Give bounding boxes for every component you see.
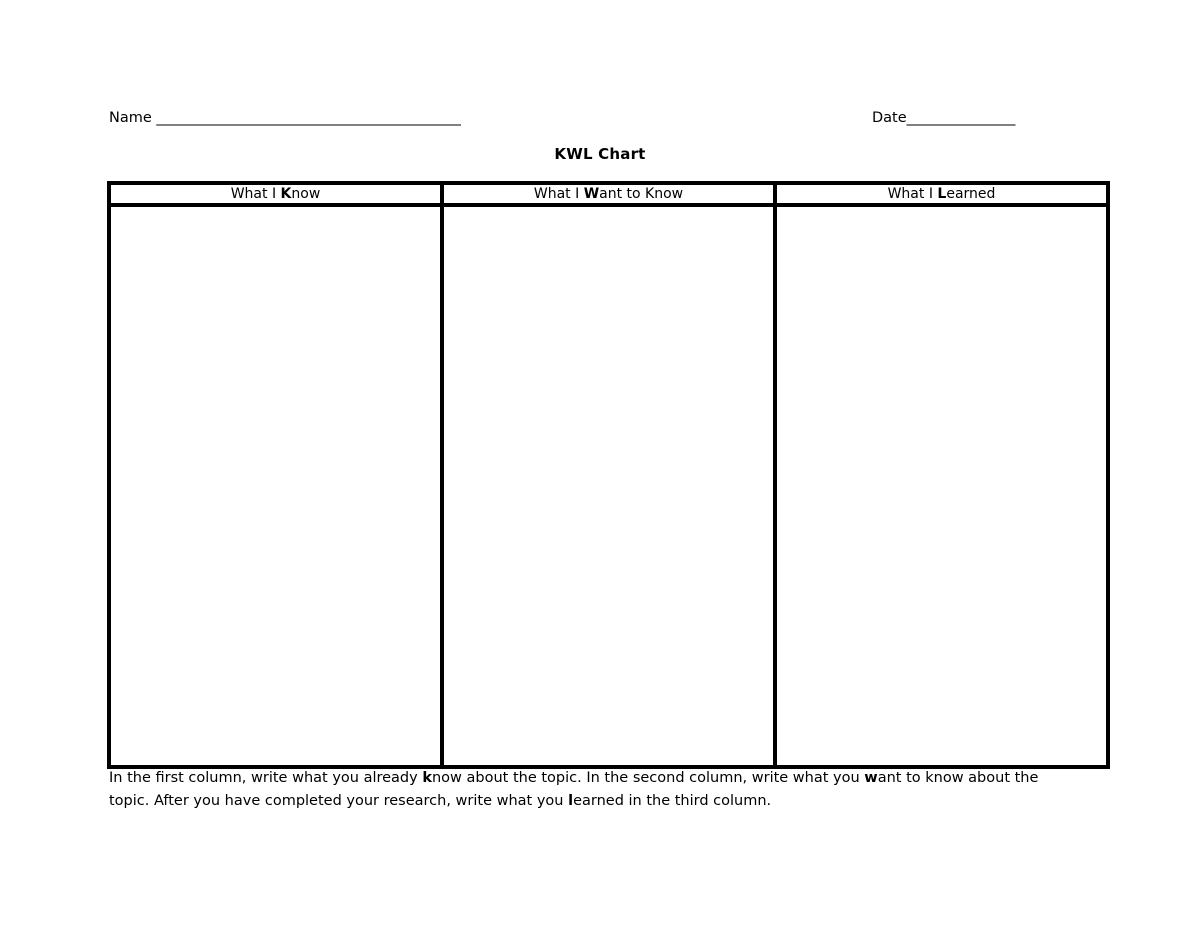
date-field[interactable] bbox=[872, 108, 1015, 128]
name-field[interactable] bbox=[109, 108, 461, 128]
column-header-learned: What I Learned bbox=[775, 183, 1108, 205]
know-cell[interactable] bbox=[109, 205, 442, 767]
name-label: Name bbox=[109, 110, 157, 126]
kwl-table bbox=[107, 181, 1110, 769]
column-header-want: What I Want to Know bbox=[442, 183, 775, 205]
emphasis-w: w bbox=[864, 770, 878, 786]
column-key-letter: L bbox=[937, 186, 947, 202]
instructions-text: In the first column, write what you already know about the topic. In the second column, write what you want to know about the topic. After you have completed your research, write what you learned in the third column. bbox=[109, 770, 1039, 809]
kwl-body-row bbox=[109, 205, 1108, 767]
name-line[interactable]: __________________________________________ bbox=[156, 110, 461, 126]
date-label: Date bbox=[872, 110, 907, 126]
column-header-know: What I Know bbox=[109, 183, 442, 205]
want-cell[interactable] bbox=[442, 205, 775, 767]
kwl-header-row bbox=[109, 183, 1108, 205]
column-key-letter: W bbox=[583, 186, 600, 202]
learned-cell[interactable] bbox=[775, 205, 1108, 767]
column-key-letter: K bbox=[280, 186, 292, 202]
page-title: KWL Chart bbox=[554, 145, 646, 163]
emphasis-l: l bbox=[568, 793, 574, 809]
date-line[interactable]: _______________ bbox=[906, 110, 1016, 126]
emphasis-k: k bbox=[422, 770, 432, 786]
